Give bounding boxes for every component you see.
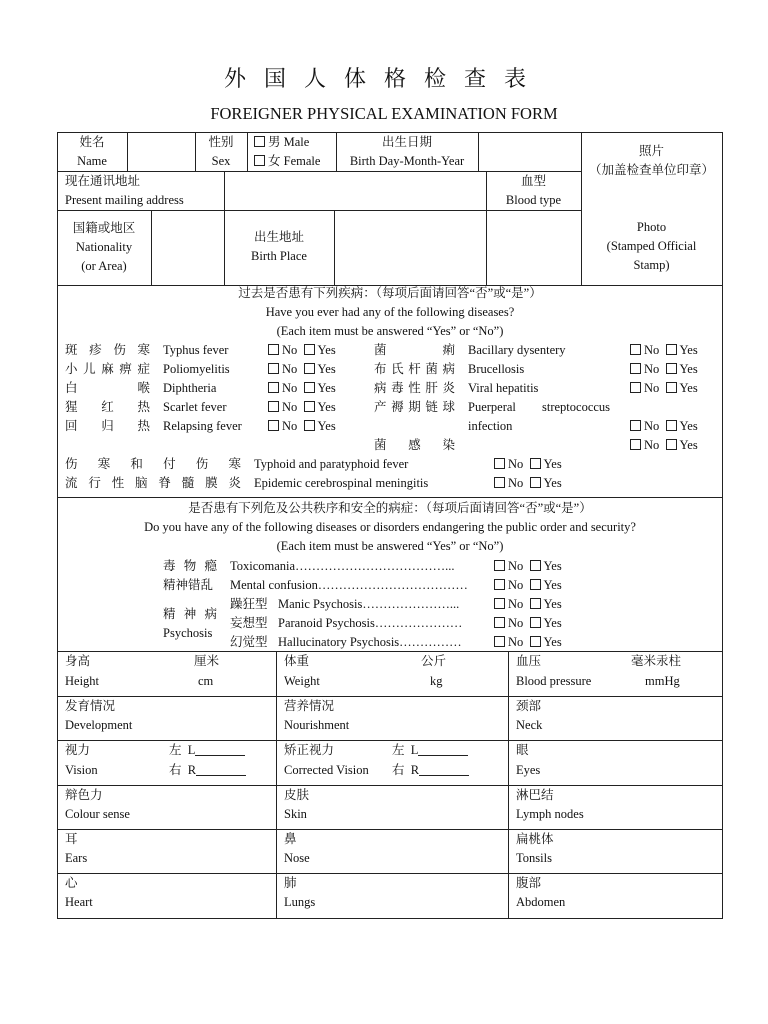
scarlet-fever-label-cn: 猩 红 热 xyxy=(65,400,150,414)
form-title-chinese: 外国人体格检查表 xyxy=(223,66,544,91)
psychosis-label: Psychosis xyxy=(163,626,213,640)
blood-pressure-cell[interactable] xyxy=(509,652,722,696)
typhus-label-cn: 斑 疹 伤 寒 xyxy=(65,343,150,357)
manic-label: Manic Psychosis…………………... xyxy=(278,597,460,611)
manic-answer[interactable]: No Yes xyxy=(494,595,562,614)
skin-label: Skin xyxy=(284,807,307,821)
yes-checkbox[interactable] xyxy=(530,477,541,488)
mental-confusion-label-cn: 精神错乱 xyxy=(163,578,214,592)
no-checkbox[interactable] xyxy=(494,617,505,628)
neck-label-cn: 颈部 xyxy=(516,699,542,713)
yes-checkbox[interactable] xyxy=(304,344,315,355)
name-label: Name xyxy=(77,154,107,168)
meningitis-label: Epidemic cerebrospinal meningitis xyxy=(254,476,429,490)
no-checkbox[interactable] xyxy=(630,420,641,431)
neck-cell[interactable] xyxy=(509,697,722,740)
photo-stamp-note-2: Stamp) xyxy=(633,258,670,272)
hallucinatory-label: Hallucinatory Psychosis…………… xyxy=(278,635,462,649)
height-unit: cm xyxy=(198,674,214,688)
vision-label-cn: 视力 xyxy=(65,743,91,757)
hallucinatory-answer[interactable]: No Yes xyxy=(494,633,562,652)
weight-label-cn: 体重 xyxy=(284,654,310,668)
ears-label: Ears xyxy=(65,851,88,865)
yes-checkbox[interactable] xyxy=(530,598,541,609)
no-checkbox[interactable] xyxy=(268,401,279,412)
eyes-label-cn: 眼 xyxy=(516,743,529,757)
birth-place-label: Birth Place xyxy=(251,249,307,263)
yes-checkbox[interactable] xyxy=(304,401,315,412)
development-label: Development xyxy=(65,718,133,732)
colour-sense-cell[interactable] xyxy=(58,786,276,829)
height-label-cn: 身高 xyxy=(65,654,91,668)
infection-answer[interactable]: No Yes xyxy=(630,436,698,455)
no-checkbox[interactable] xyxy=(494,636,505,647)
vision-label: Vision xyxy=(65,763,98,777)
no-checkbox[interactable] xyxy=(630,363,641,374)
sex-label-cn: 性别 xyxy=(208,135,234,149)
hallucinatory-label-cn: 幻觉型 xyxy=(230,635,268,649)
yes-checkbox[interactable] xyxy=(530,579,541,590)
yes-checkbox[interactable] xyxy=(304,382,315,393)
scarlet-fever-answer[interactable]: No Yes xyxy=(268,398,336,417)
no-checkbox[interactable] xyxy=(494,598,505,609)
yes-checkbox[interactable] xyxy=(304,363,315,374)
corrected-vision-label: Corrected Vision xyxy=(284,763,369,777)
colour-sense-label-cn: 辩色力 xyxy=(65,788,103,802)
birth-date-label-cn: 出生日期 xyxy=(381,135,432,149)
heart-label-cn: 心 xyxy=(65,876,78,890)
lymph-nodes-label: Lymph nodes xyxy=(516,807,584,821)
blood-type-label-cn: 血型 xyxy=(520,174,546,188)
yes-checkbox[interactable] xyxy=(666,420,677,431)
past-diseases-question-cn: 过去是否患有下列疾病：（每项后面请回答“否”或“是”） xyxy=(238,286,542,300)
infection-label-cn: 菌 感 染 xyxy=(374,438,455,452)
no-checkbox[interactable] xyxy=(268,363,279,374)
lungs-label: Lungs xyxy=(284,895,316,909)
blood-type-field[interactable] xyxy=(487,211,580,285)
no-checkbox[interactable] xyxy=(268,382,279,393)
photo-stamp-note-cn: （加盖检查单位印章） xyxy=(588,163,714,177)
no-checkbox[interactable] xyxy=(630,344,641,355)
colour-sense-label: Colour sense xyxy=(65,807,130,821)
birth-date-label: Birth Day-Month-Year xyxy=(349,154,465,168)
polio-label: Poliomyelitis xyxy=(163,362,230,376)
yes-checkbox[interactable] xyxy=(530,636,541,647)
toxicomania-answer[interactable]: No Yes xyxy=(494,557,562,576)
vision-left-field[interactable] xyxy=(195,742,245,756)
weight-unit-cn: 公斤 xyxy=(421,654,447,668)
no-checkbox[interactable] xyxy=(630,439,641,450)
public-order-question-cn: 是否患有下列危及公共秩序和安全的病症：（每项后面请回答“否”或“是”） xyxy=(188,501,592,515)
typhus-label: Typhus fever xyxy=(163,343,229,357)
heart-cell[interactable] xyxy=(58,874,276,918)
paranoid-answer[interactable]: No Yes xyxy=(494,614,562,633)
past-diseases-question: Have you ever had any of the following diseases? xyxy=(265,305,515,319)
blood-pressure-label: Blood pressure xyxy=(516,674,592,688)
nationality-label: Nationality xyxy=(75,240,133,254)
typhoid-answer[interactable]: No Yes xyxy=(494,455,562,474)
puerperal-label-cn: 产 褥 期 链 球 xyxy=(374,400,455,414)
puerperal-label-2: streptococcus xyxy=(542,400,611,414)
no-checkbox[interactable] xyxy=(494,458,505,469)
blood-pressure-unit-cn: 毫米汞柱 xyxy=(631,654,682,668)
hepatitis-label-cn: 病 毒 性 肝 炎 xyxy=(374,381,455,395)
relapsing-fever-answer[interactable]: No Yes xyxy=(268,417,336,436)
birth-place-label-cn: 出生地址 xyxy=(253,230,304,244)
meningitis-label-cn: 流 行 性 脑 脊 髓 膜 炎 xyxy=(65,476,241,490)
form-title-english: FOREIGNER PHYSICAL EXAMINATION FORM xyxy=(210,104,558,123)
eyes-label: Eyes xyxy=(516,763,541,777)
corrected-vision-right-field[interactable] xyxy=(419,762,469,776)
diphtheria-label: Diphtheria xyxy=(163,381,217,395)
diphtheria-label-cn: 白 喉 xyxy=(65,381,150,395)
vision-right-field[interactable] xyxy=(196,762,246,776)
corrected-vision-cell xyxy=(277,741,508,785)
toxicomania-label: Toxicomania………………………………... xyxy=(230,559,455,573)
male-option[interactable]: 男 Male xyxy=(254,133,309,152)
nationality-field[interactable] xyxy=(152,211,223,285)
birth-place-field[interactable] xyxy=(335,211,485,285)
birth-date-field[interactable] xyxy=(479,133,580,170)
manic-label-cn: 躁狂型 xyxy=(230,597,268,611)
skin-cell[interactable] xyxy=(277,786,508,829)
corrected-vision-left-field[interactable] xyxy=(418,742,468,756)
paranoid-label: Paranoid Psychosis………………… xyxy=(278,616,463,630)
meningitis-answer[interactable]: No Yes xyxy=(494,474,562,493)
polio-answer[interactable]: No Yes xyxy=(268,360,336,379)
puerperal-label: Puerperal xyxy=(468,400,516,414)
neck-label: Neck xyxy=(516,718,543,732)
typhoid-label: Typhoid and paratyphoid fever xyxy=(254,457,409,471)
photo-stamp-note: (Stamped Official xyxy=(606,239,697,253)
no-checkbox[interactable] xyxy=(494,579,505,590)
height-unit-cn: 厘米 xyxy=(194,654,220,668)
puerperal-label-3: infection xyxy=(468,419,513,433)
lungs-label-cn: 肺 xyxy=(284,876,297,890)
yes-checkbox[interactable] xyxy=(530,560,541,571)
nourishment-label: Nourishment xyxy=(284,718,350,732)
puerperal-answer[interactable]: No Yes xyxy=(630,417,698,436)
abdomen-label-cn: 腹部 xyxy=(516,876,542,890)
hepatitis-answer[interactable]: No Yes xyxy=(630,379,698,398)
female-checkbox[interactable] xyxy=(254,155,265,166)
paranoid-label-cn: 妄想型 xyxy=(230,616,268,630)
diphtheria-answer[interactable]: No Yes xyxy=(268,379,336,398)
abdomen-label: Abdomen xyxy=(516,895,566,909)
typhus-answer[interactable]: No Yes xyxy=(268,341,336,360)
abdomen-cell[interactable] xyxy=(509,874,722,918)
male-checkbox[interactable] xyxy=(254,136,265,147)
nose-label-cn: 鼻 xyxy=(284,832,297,846)
female-option[interactable]: 女 Female xyxy=(254,152,320,171)
no-checkbox[interactable] xyxy=(494,477,505,488)
photo-label-cn: 照片 xyxy=(638,144,664,158)
height-cell[interactable] xyxy=(58,652,276,696)
tonsils-cell[interactable] xyxy=(509,830,722,873)
past-diseases-note: (Each item must be answered “Yes” or “No”) xyxy=(276,324,504,338)
dysentery-label: Bacillary dysentery xyxy=(468,343,566,357)
psychosis-label-cn: 精 神 病 xyxy=(163,607,217,621)
dysentery-label-cn: 菌 痢 xyxy=(374,343,455,357)
name-label-cn: 姓名 xyxy=(79,135,105,149)
hepatitis-label: Viral hepatitis xyxy=(468,381,539,395)
mental-confusion-label: Mental confusion……………………………… xyxy=(230,578,468,592)
lymph-nodes-cell[interactable] xyxy=(509,786,722,829)
relapsing-fever-label-cn: 回 归 热 xyxy=(65,419,150,433)
public-order-question: Do you have any of the following diseases or disorders endangering the public order and security? xyxy=(144,520,636,534)
weight-label: Weight xyxy=(284,674,320,688)
development-label-cn: 发育情况 xyxy=(65,699,116,713)
nationality-area-label: (or Area) xyxy=(81,259,127,273)
tonsils-label-cn: 扁桃体 xyxy=(516,832,554,846)
no-checkbox[interactable] xyxy=(268,344,279,355)
corrected-vision-left[interactable]: 左 L xyxy=(392,741,468,760)
yes-checkbox[interactable] xyxy=(666,363,677,374)
ears-cell[interactable] xyxy=(58,830,276,873)
weight-unit: kg xyxy=(430,674,443,688)
mental-confusion-answer[interactable]: No Yes xyxy=(494,576,562,595)
eyes-cell[interactable] xyxy=(509,741,722,785)
heart-label: Heart xyxy=(65,895,93,909)
tonsils-label: Tonsils xyxy=(516,851,552,865)
yes-checkbox[interactable] xyxy=(666,344,677,355)
address-label: Present mailing address xyxy=(65,193,184,207)
address-field[interactable] xyxy=(225,172,485,209)
address-label-cn: 现在通讯地址 xyxy=(65,174,141,188)
typhoid-label-cn: 伤 寒 和 付 伤 寒 xyxy=(65,457,241,471)
brucellosis-label-cn: 布 氏 杆 菌 病 xyxy=(374,362,455,376)
corrected-vision-right[interactable]: 右 R xyxy=(392,761,469,780)
yes-checkbox[interactable] xyxy=(530,458,541,469)
nourishment-cell[interactable] xyxy=(277,697,508,740)
ears-label-cn: 耳 xyxy=(65,832,78,846)
vision-right[interactable]: 右 R xyxy=(169,761,246,780)
yes-checkbox[interactable] xyxy=(666,382,677,393)
nose-label: Nose xyxy=(284,851,310,865)
blood-type-label: Blood type xyxy=(505,193,562,207)
no-checkbox[interactable] xyxy=(268,420,279,431)
lymph-nodes-label-cn: 淋巴结 xyxy=(516,788,554,802)
brucellosis-answer[interactable]: No Yes xyxy=(630,360,698,379)
yes-checkbox[interactable] xyxy=(666,439,677,450)
toxicomania-label-cn: 毒 物 瘾 xyxy=(163,559,217,573)
lungs-cell[interactable] xyxy=(277,874,508,918)
corrected-vision-label-cn: 矫正视力 xyxy=(284,743,335,757)
public-order-note: (Each item must be answered “Yes” or “No”) xyxy=(276,539,504,553)
vision-cell xyxy=(58,741,276,785)
relapsing-fever-label: Relapsing fever xyxy=(163,419,242,433)
brucellosis-label: Brucellosis xyxy=(468,362,525,376)
yes-checkbox[interactable] xyxy=(304,420,315,431)
weight-cell[interactable] xyxy=(277,652,508,696)
no-checkbox[interactable] xyxy=(494,560,505,571)
nourishment-label-cn: 营养情况 xyxy=(284,699,335,713)
blood-pressure-label-cn: 血压 xyxy=(516,654,542,668)
scarlet-fever-label: Scarlet fever xyxy=(163,400,227,414)
name-field[interactable] xyxy=(128,133,194,170)
development-cell[interactable] xyxy=(58,697,276,740)
dysentery-answer[interactable]: No Yes xyxy=(630,341,698,360)
sex-label: Sex xyxy=(211,154,231,168)
vision-left[interactable]: 左 L xyxy=(169,741,245,760)
nose-cell[interactable] xyxy=(277,830,508,873)
nationality-label-cn: 国籍或地区 xyxy=(72,221,136,235)
photo-label: Photo xyxy=(636,220,667,234)
yes-checkbox[interactable] xyxy=(530,617,541,628)
blood-pressure-unit: mmHg xyxy=(645,674,680,688)
no-checkbox[interactable] xyxy=(630,382,641,393)
skin-label-cn: 皮肤 xyxy=(284,788,310,802)
height-label: Height xyxy=(65,674,100,688)
polio-label-cn: 小 儿 麻 痹 症 xyxy=(65,362,150,376)
